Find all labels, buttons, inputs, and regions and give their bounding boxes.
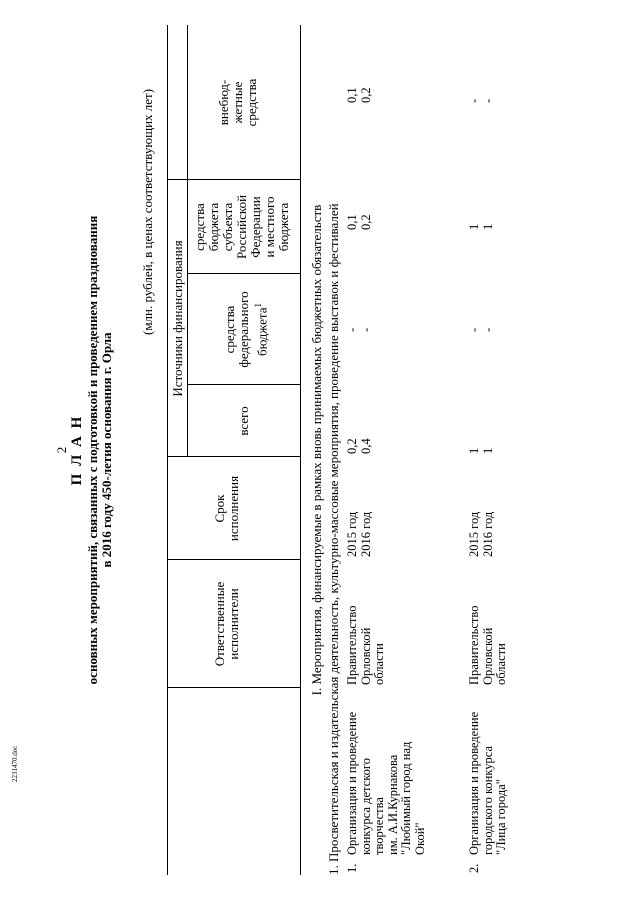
- header-extra: внебюд- жетные средства: [216, 78, 259, 127]
- document-file-id: 2231470.doc: [11, 745, 19, 782]
- subsection-title: 1. Просветительская и издательская деятельность, культурно-массовые мероприятия, проведение выставок и фестивалей: [326, 203, 341, 875]
- row-federal: - -: [467, 327, 495, 332]
- document-subtitle-line1: основных мероприятий, связанных с подготовкой и проведением празднования: [85, 215, 100, 685]
- row-number: 2.: [467, 863, 481, 873]
- units-note: (млн. рублей, в ценах соответствующих лет): [140, 88, 155, 335]
- section-title: I. Мероприятия, финансируемые в рамках вновь принимаемых бюджетных обязательств: [309, 204, 324, 696]
- rotated-sheet: [55, 25, 615, 875]
- row-federal: - -: [345, 327, 373, 332]
- row-extra: 0,1 0,2: [345, 87, 373, 103]
- header-regional: средства бюджета субъекта Российской Федерации и местного бюджета: [192, 194, 291, 260]
- row-years: 2015 год 2016 год: [345, 511, 373, 557]
- header-funding-sources: Источники финансирования: [170, 240, 185, 397]
- document-title: П Л А Н: [69, 414, 85, 486]
- row-total: 0,2 0,4: [345, 438, 373, 454]
- funding-sources-divider: [187, 25, 188, 457]
- row-number: 1.: [345, 863, 359, 873]
- header-executors: Ответственные исполнители: [212, 581, 241, 667]
- row-name: Организация и проведение городского конкурса "Лица города": [467, 711, 508, 855]
- row-years: 2015 год 2016 год: [467, 511, 495, 557]
- header-federal: средства федерального бюджета$^1$: [222, 291, 270, 368]
- header-total: всего: [236, 406, 251, 436]
- table-header-bottom: [300, 25, 301, 875]
- row-executor: Правительство Орловской области: [345, 605, 386, 685]
- row-total: 1 1: [467, 447, 495, 454]
- page-number: 2: [54, 446, 69, 454]
- row-name: Организация и проведение конкурса детского творчества им. А.И.Курнакова "Любимый город над Окой": [345, 711, 427, 855]
- row-extra: - -: [467, 98, 495, 103]
- row-regional: 0,1 0,2: [345, 214, 373, 230]
- row-regional: 1 1: [467, 223, 495, 230]
- document-subtitle-line2: в 2016 году 450-летия основания г. Орла: [99, 332, 114, 568]
- table-top-border: [167, 25, 168, 875]
- footnote-mark: 1: [253, 303, 263, 308]
- header-term: Срок исполнения: [212, 475, 241, 542]
- row-executor: Правительство Орловской области: [467, 605, 508, 685]
